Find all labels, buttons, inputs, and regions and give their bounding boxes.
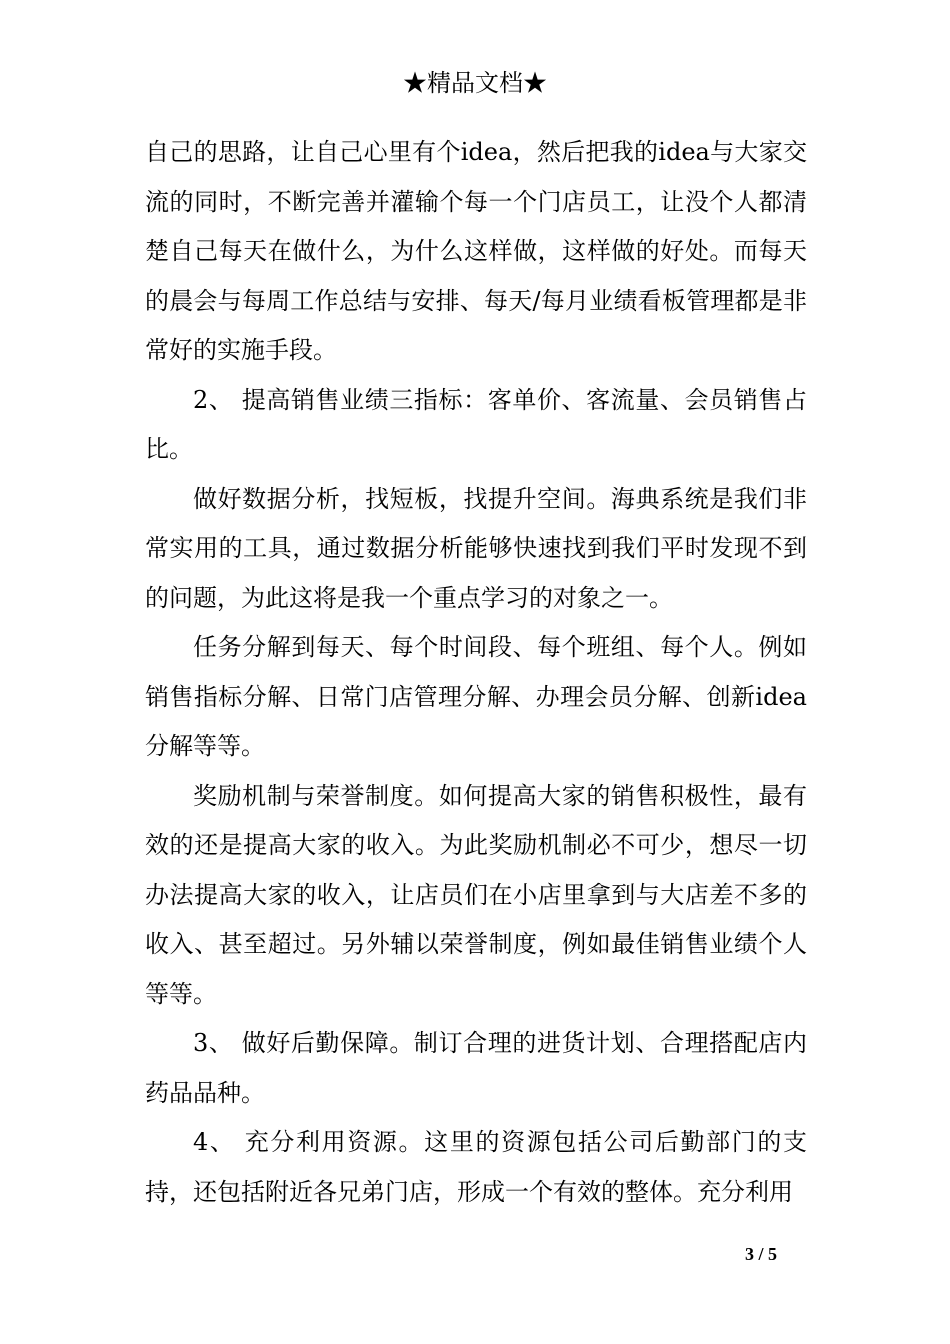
paragraph-7: 4、 充分利用资源。这里的资源包括公司后勤部门的支持，还包括附近各兄弟门店，形成一个有效的整体。充分利用 (145, 1128, 807, 1206)
paragraph-3: 做好数据分析，找短板，找提升空间。海典系统是我们非常实用的工具，通过数据分析能够快速找到我们平时发现不到的问题，为此这将是我一个重点学习的对象之一。 (145, 484, 807, 612)
paragraph-5: 奖励机制与荣誉制度。如何提高大家的销售积极性，最有效的还是提高大家的收入。为此奖励机制必不可少，想尽一切办法提高大家的收入，让店员们在小店里拿到与大店差不多的收入、甚至超过。另外辅以荣誉制度，例如最佳销售业绩个人等等。 (145, 781, 807, 1008)
page-header: ★精品文档★ (403, 69, 547, 97)
paragraph-2: 2、 提高销售业绩三指标：客单价、客流量、会员销售占比。 (145, 385, 807, 463)
paragraph-1: 自己的思路，让自己心里有个idea，然后把我的idea与大家交流的同时，不断完善并灌输个每一个门店员工，让没个人都清楚自己每天在做什么，为什么这样做，这样做的好处。而每天的晨会与每周工作总结与安排、每天/每月业绩看板管理都是非常好的实施手段。 (145, 138, 807, 364)
paragraph-4: 任务分解到每天、每个时间段、每个班组、每个人。例如销售指标分解、日常门店管理分解、办理会员分解、创新idea分解等等。 (145, 633, 807, 760)
paragraph-6: 3、 做好后勤保障。制订合理的进货计划、合理搭配店内药品品种。 (145, 1029, 807, 1107)
document-body (145, 128, 807, 1217)
page-number: 3 / 5 (745, 1244, 778, 1264)
